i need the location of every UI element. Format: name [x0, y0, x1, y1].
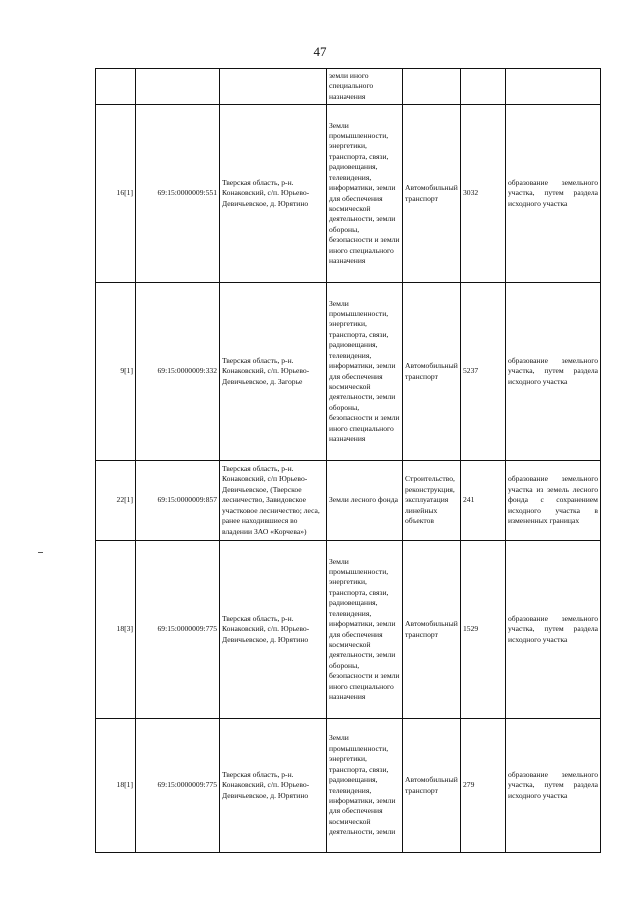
permitted-use-cell: Автомобильный транспорт	[403, 719, 461, 853]
note-cell: образование земельного участка из земель лесного фонда с сохранением исходного участка в измененных границах	[506, 461, 601, 541]
table-row	[96, 461, 601, 541]
area-cell: 241	[461, 461, 506, 541]
permitted-use-cell: Автомобильный транспорт	[403, 283, 461, 461]
note-cell: образование земельного участка, путем раздела исходного участка	[506, 105, 601, 283]
area-cell: 1529	[461, 541, 506, 719]
area-cell	[461, 69, 506, 105]
land-category-cell: Земли лесного фонда	[327, 461, 403, 541]
note-cell: образование земельного участка, путем раздела исходного участка	[506, 283, 601, 461]
permitted-use-cell: Автомобильный транспорт	[403, 105, 461, 283]
cadastral-number-cell: 69:15:0000009:332	[136, 283, 220, 461]
permitted-use-cell: Строительство, реконструкция, эксплуатация линейных объектов	[403, 461, 461, 541]
address-cell: Тверская область, р-н. Конаковский, с/п. Юрьево-Девичьевское, д. Загорье	[220, 283, 327, 461]
area-cell: 5237	[461, 283, 506, 461]
note-cell: образование земельного участка, путем раздела исходного участка	[506, 719, 601, 853]
cadastral-number-cell	[136, 69, 220, 105]
note-cell	[506, 69, 601, 105]
cadastral-number-cell: 69:15:0000009:775	[136, 719, 220, 853]
land-category-cell: Земли промышленности, энергетики, транспорта, связи, радиовещания, телевидения, информатики, земли для обеспечения космической деятельности, земли обороны, безопасности и земли иного специального назначения	[327, 105, 403, 283]
address-cell: Тверская область, р-н. Конаковский, с/п. Юрьево-Девичьевское, д. Юрятино	[220, 105, 327, 283]
plot-number-cell: 18[3]	[96, 541, 136, 719]
plot-number-cell	[96, 69, 136, 105]
table-row	[96, 283, 601, 461]
table-row	[96, 105, 601, 283]
land-category-cell: Земли промышленности, энергетики, транспорта, связи, радиовещания, телевидения, информатики, земли для обеспечения космической деятельности, земли обороны, безопасности и земли иного специального назначения	[327, 283, 403, 461]
area-cell: 3032	[461, 105, 506, 283]
area-cell: 279	[461, 719, 506, 853]
land-category-cell: Земли промышленности, энергетики, транспорта, связи, радиовещания, телевидения, информатики, земли для обеспечения космической деятельности, земли	[327, 719, 403, 853]
note-cell: образование земельного участка, путем раздела исходного участка	[506, 541, 601, 719]
page-number: 47	[313, 44, 327, 59]
table-row	[96, 719, 601, 853]
land-plots-table	[95, 68, 601, 853]
address-cell: Тверская область, р-н. Конаковский, с/п. Юрьево-Девичьевское, д. Юрятино	[220, 541, 327, 719]
scan-mark	[38, 552, 43, 553]
address-cell	[220, 69, 327, 105]
land-category-cell: земли иного специального назначения	[327, 69, 403, 105]
permitted-use-cell	[403, 69, 461, 105]
cadastral-number-cell: 69:15:0000009:551	[136, 105, 220, 283]
plot-number-cell: 18[1]	[96, 719, 136, 853]
plot-number-cell: 9[1]	[96, 283, 136, 461]
table-row	[96, 69, 601, 105]
cadastral-number-cell: 69:15:0000009:857	[136, 461, 220, 541]
table-row	[96, 541, 601, 719]
address-cell: Тверская область, р-н. Конаковский, с/п. Юрьево-Девичьевское, д. Юрятино	[220, 719, 327, 853]
permitted-use-cell: Автомобильный транспорт	[403, 541, 461, 719]
plot-number-cell: 16[1]	[96, 105, 136, 283]
land-category-cell: Земли промышленности, энергетики, транспорта, связи, радиовещания, телевидения, информатики, земли для обеспечения космической деятельности, земли обороны, безопасности и земли иного специального назначения	[327, 541, 403, 719]
plot-number-cell: 22[1]	[96, 461, 136, 541]
address-cell: Тверская область, р-н. Конаковский, с/п Юрьево-Девичьевское, (Тверское лесничество, Завидовское участковое лесничество; леса, ранее находившиеся во владении ЗАО «Корчева»)	[220, 461, 327, 541]
cadastral-number-cell: 69:15:0000009:775	[136, 541, 220, 719]
